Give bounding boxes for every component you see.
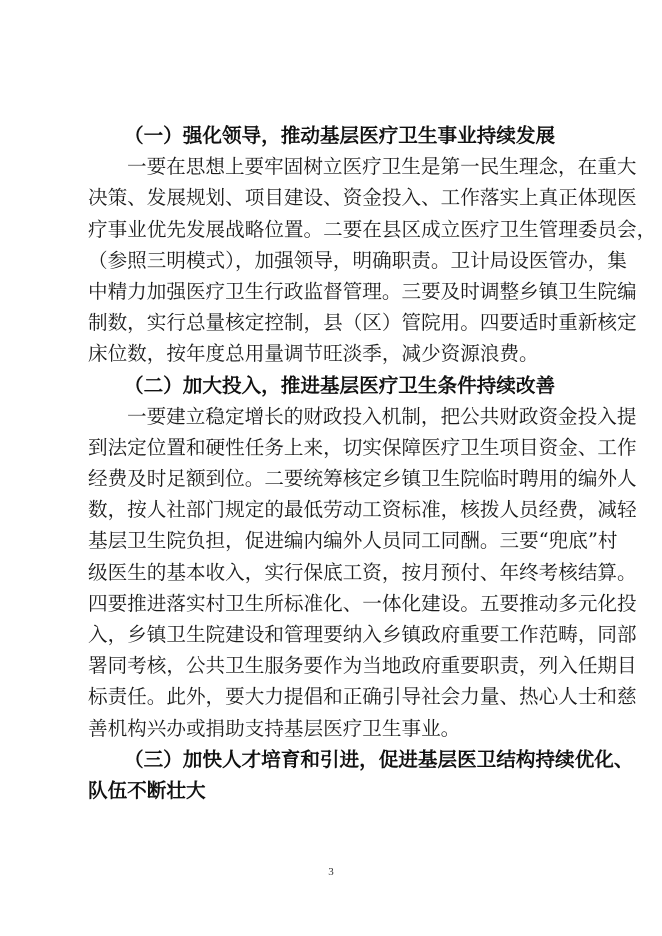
section-2-paragraph-line: 署同考核，公共卫生服务要作为当地政府重要职责，列入任期目 <box>88 654 637 678</box>
section-1-heading: （一）强化领导，推动基层医疗卫生事业持续发展 <box>124 124 556 147</box>
section-2-paragraph-line: 标责任。此外，要大力提倡和正确引导社会力量、热心人士和慈 <box>88 685 637 709</box>
section-2-paragraph-line: 经费及时足额到位。二要统筹核定乡镇卫生院临时聘用的编外人 <box>88 467 637 491</box>
section-2-paragraph-line: 数，按人社部门规定的最低劳动工资标准，核拨人员经费，减轻 <box>88 498 637 522</box>
document-page <box>88 120 657 806</box>
section-2-paragraph-line: 善机构兴办或捐助支持基层医疗卫生事业。 <box>88 716 461 740</box>
section-1-paragraph-line: 床位数，按年度总用量调节旺淡季，减少资源浪费。 <box>88 342 539 366</box>
section-1-paragraph-line: 决策、发展规划、项目建设、资金投入、工作落实上真正体现医 <box>88 186 637 210</box>
section-2-paragraph-line: 级医生的基本收入，实行保底工资，按月预付、年终考核结算。 <box>88 560 637 584</box>
section-1-paragraph-line: 一要在思想上要牢固树立医疗卫生是第一民生理念，在重大 <box>127 155 637 179</box>
section-2-paragraph-line: 入，乡镇卫生院建设和管理要纳入乡镇政府重要工作范畴，同部 <box>88 623 637 646</box>
section-3-heading: （三）加快人才培育和引进，促进基层医卫结构持续优化、 <box>124 747 634 771</box>
section-1-paragraph-line: 制数，实行总量核定控制，县（区）管院用。四要适时重新核定 <box>88 311 637 335</box>
section-2-paragraph-line: 基层卫生院负担，促进编内编外人员同工同酬。三要“兜底”村 <box>88 529 618 553</box>
section-2-paragraph-line: 一要建立稳定增长的财政投入机制，把公共财政资金投入提 <box>127 404 637 428</box>
section-2-paragraph-line: 到法定位置和硬性任务上来，切实保障医疗卫生项目资金、工作 <box>88 435 637 459</box>
section-2-heading: （二）加大投入，推进基层医疗卫生条件持续改善 <box>124 373 556 397</box>
section-3-heading-continued: 队伍不断壮大 <box>88 778 206 802</box>
section-1-paragraph-line: 疗事业优先发展战略位置。二要在县区成立医疗卫生管理委员会， <box>88 217 657 241</box>
section-2-paragraph-line: 四要推进落实村卫生所标准化、一体化建设。五要推动多元化投 <box>88 591 637 615</box>
section-1-paragraph-line: 中精力加强医疗卫生行政监督管理。三要及时调整乡镇卫生院编 <box>88 279 637 303</box>
page-number: 3 <box>328 866 334 878</box>
section-1-paragraph-line: （参照三明模式），加强领导，明确职责。卫计局设医管办，集 <box>88 248 627 272</box>
